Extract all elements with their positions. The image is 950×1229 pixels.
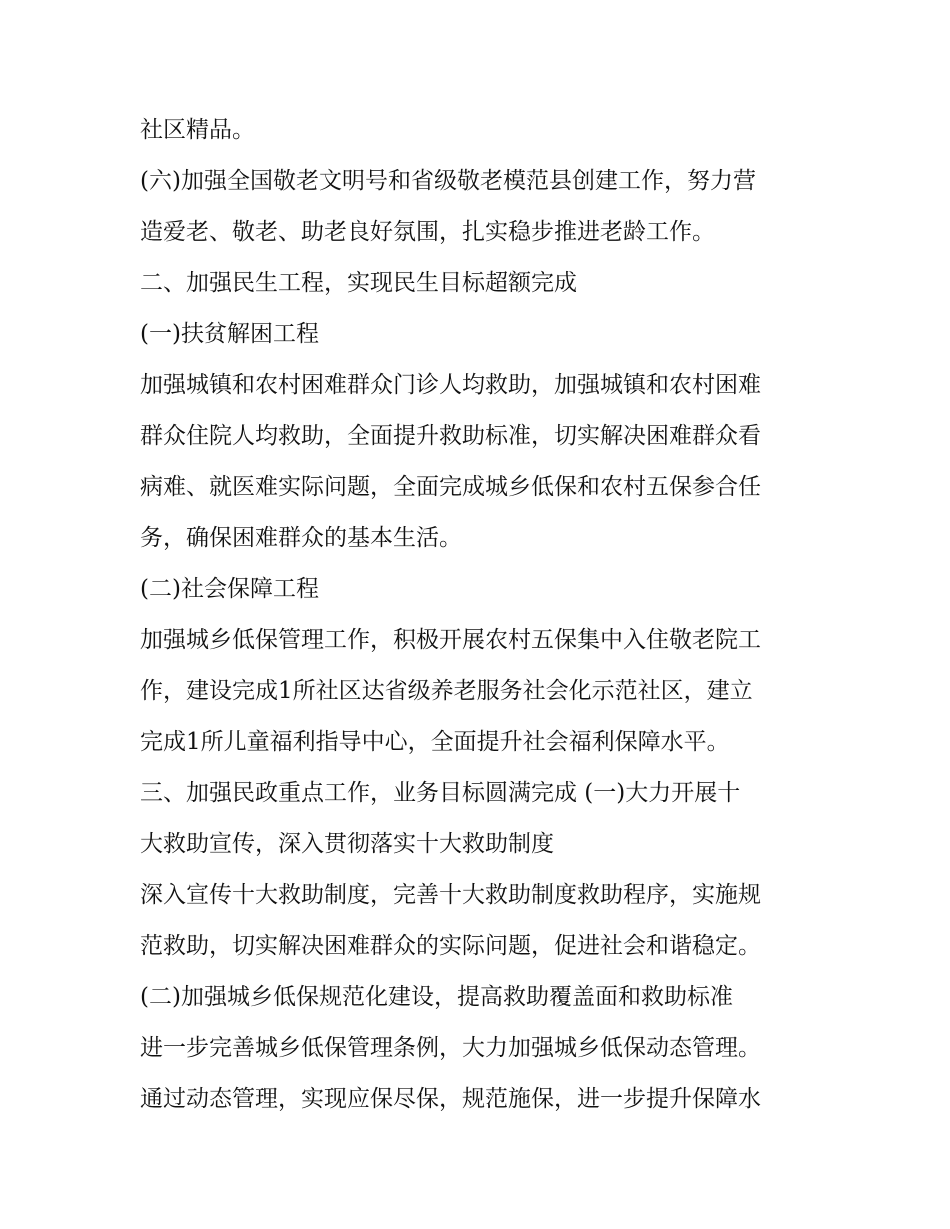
text-line: 务，确保困难群众的基本生活。 [140, 525, 462, 551]
subsection-heading: (二)社会保障工程 [140, 576, 319, 602]
text-line: 完成1所儿童福利指导中心，全面提升社会福利保障水平。 [140, 729, 730, 755]
text-line: (六)加强全国敬老文明号和省级敬老模范县创建工作，努力营 [140, 168, 756, 194]
subsection-heading: (二)加强城乡低保规范化建设，提高救助覆盖面和救助标准 [140, 984, 733, 1010]
document-body [140, 105, 820, 1125]
text-line: 通过动态管理，实现应保尽保，规范施保，进一步提升保障水 [140, 1086, 761, 1112]
text-line: 大救助宣传，深入贯彻落实十大救助制度 [140, 831, 554, 857]
subsection-heading: (一)扶贫解困工程 [140, 321, 319, 347]
text-line: 病难、就医难实际问题，全面完成城乡低保和农村五保参合任 [140, 474, 761, 500]
text-line: 加强城镇和农村困难群众门诊人均救助，加强城镇和农村困难 [140, 372, 761, 398]
text-line: 作，建设完成1所社区达省级养老服务社会化示范社区，建立 [140, 678, 753, 704]
text-line: 加强城乡低保管理工作，积极开展农村五保集中入住敬老院工 [140, 627, 761, 653]
text-line: 进一步完善城乡低保管理条例，大力加强城乡低保动态管理。 [140, 1035, 761, 1061]
text-line: 深入宣传十大救助制度，完善十大救助制度救助程序，实施规 [140, 882, 761, 908]
section-heading: 二、加强民生工程，实现民生目标超额完成 [140, 270, 577, 296]
text-line: 群众住院人均救助，全面提升救助标准，切实解决困难群众看 [140, 423, 761, 449]
text-line: 社区精品。 [140, 117, 255, 143]
section-heading: 三、加强民政重点工作，业务目标圆满完成 (一)大力开展十 [140, 780, 741, 806]
text-line: 范救助，切实解决困难群众的实际问题，促进社会和谐稳定。 [140, 933, 761, 959]
text-line: 造爱老、敬老、助老良好氛围，扎实稳步推进老龄工作。 [140, 219, 715, 245]
